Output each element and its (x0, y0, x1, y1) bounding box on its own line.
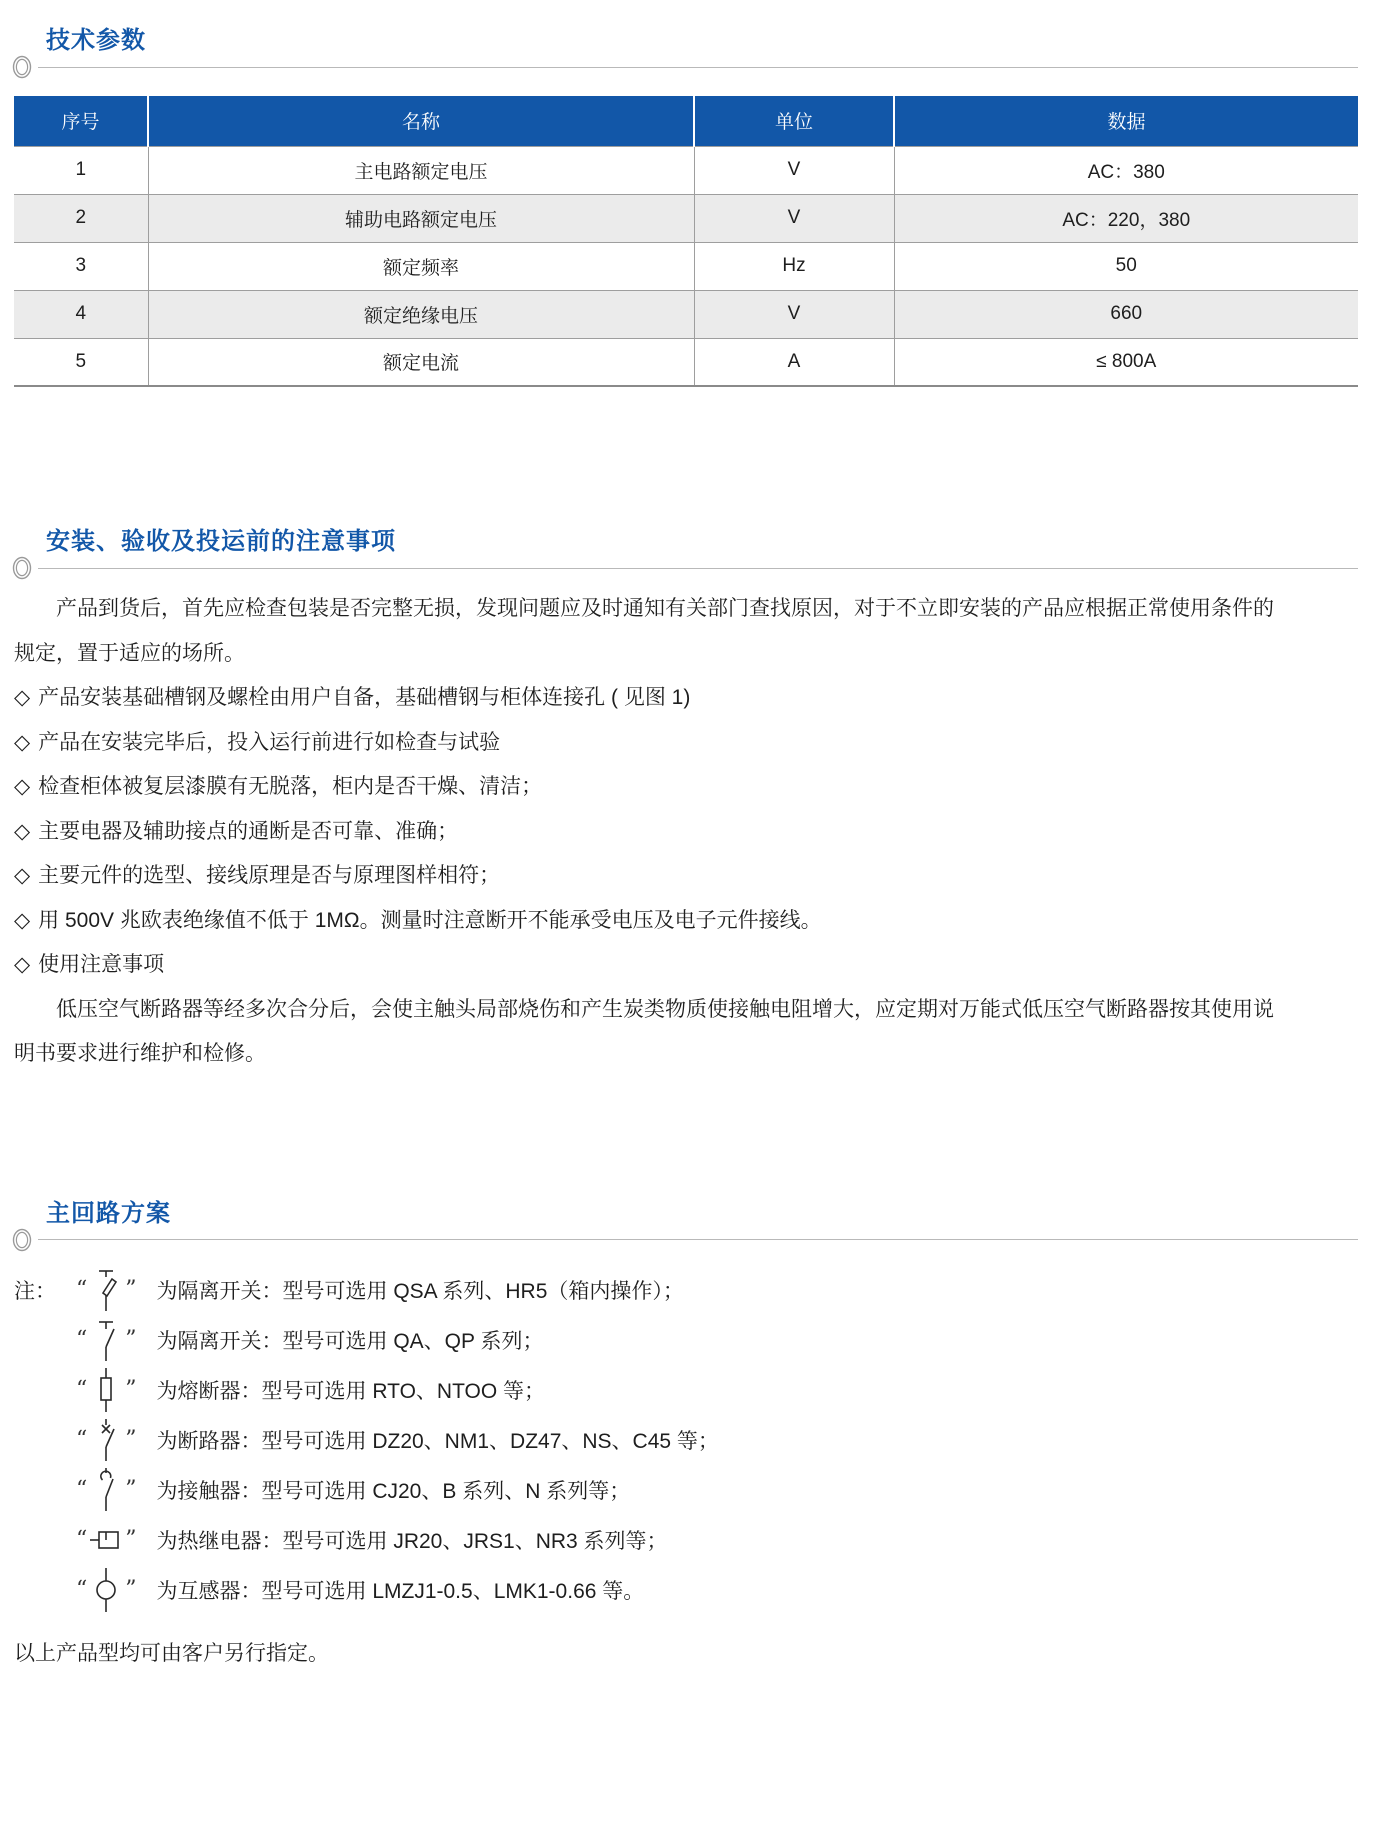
cell-data: AC：220，380 (894, 194, 1358, 242)
table-row (14, 242, 1358, 290)
legend-row (14, 1465, 1373, 1515)
legend-text: 为隔离开关：型号可选用 QSA 系列、HR5（箱内操作）； (156, 1279, 684, 1303)
legend-text: 为断路器：型号可选用 DZ20、NM1、DZ47、NS、C45 等； (156, 1429, 719, 1453)
legend-text: 为热继电器：型号可选用 JR20、JRS1、NR3 系列等； (156, 1529, 668, 1553)
cell-unit: Hz (694, 242, 894, 290)
install-notes-text (14, 587, 1363, 1077)
close-quote: ” (125, 1526, 137, 1552)
list-item-text: 产品安装基础槽钢及螺栓由用户自备，基础槽钢与柜体连接孔 ( 见图 1) (38, 686, 691, 709)
list-item (14, 943, 1363, 988)
list-item-text: 检查柜体被复层漆膜有无脱落，柜内是否干燥、清洁； (38, 775, 543, 798)
divider-line (38, 67, 1358, 68)
section-title-install-notes: 安装、验收及投运前的注意事项 (46, 528, 396, 555)
paragraph-line: 明书要求进行维护和检修。 (14, 1042, 266, 1065)
section-rule (10, 555, 1373, 581)
diamond-bullet-icon: ◇ (14, 730, 31, 754)
paragraph-line: 规定，置于适应的场所。 (14, 641, 245, 665)
cell-name: 额定电流 (148, 338, 694, 386)
legend-row (14, 1265, 1373, 1315)
current-transformer-icon (87, 1566, 125, 1614)
list-item-text: 产品在安装完毕后，投入运行前进行如检查与试验 (38, 730, 501, 754)
circle-marker-icon (10, 1227, 36, 1253)
list-item (14, 676, 1363, 721)
cell-index: 5 (14, 338, 148, 386)
cell-name: 主电路额定电压 (148, 146, 694, 194)
paragraph-line: 产品到货后，首先应检查包装是否完整无损，发现问题应及时通知有关部门查找原因，对于不立即安装的产品应根据正常使用条件的 (56, 597, 1274, 620)
cell-unit: V (694, 146, 894, 194)
section-title-main-circuit: 主回路方案 (46, 1199, 171, 1227)
closing-statement: 以上产品型均可由客户另行指定。 (14, 1641, 329, 1665)
circle-marker-icon (10, 555, 36, 581)
legend-text: 为互感器：型号可选用 LMZJ1-0.5、LMK1-0.66 等。 (156, 1579, 645, 1603)
symbol-legend (14, 1265, 1373, 1615)
col-header-data: 数据 (894, 96, 1358, 146)
diamond-bullet-icon: ◇ (14, 908, 31, 932)
cell-data: 50 (894, 242, 1358, 290)
isolator-knife-switch-icon (87, 1266, 125, 1314)
col-header-name: 名称 (148, 96, 694, 146)
list-item (14, 854, 1363, 899)
cell-unit: V (694, 194, 894, 242)
isolator-switch-icon (87, 1316, 125, 1364)
table-row (14, 338, 1358, 386)
thermal-relay-icon (87, 1516, 125, 1564)
legend-text: 为隔离开关：型号可选用 QA、QP 系列； (156, 1329, 544, 1353)
close-quote: ” (125, 1326, 137, 1352)
top-spacer (0, 0, 1373, 26)
circle-marker-icon (10, 54, 36, 80)
note-label: 注： (14, 1279, 56, 1303)
section-rule (10, 1227, 1373, 1253)
contactor-icon (87, 1466, 125, 1514)
legend-row (14, 1515, 1373, 1565)
open-quote: “ (76, 1526, 88, 1552)
list-item-text: 用 500V 兆欧表绝缘值不低于 1MΩ。测量时注意断开不能承受电压及电子元件接线。 (38, 908, 822, 932)
diamond-bullet-icon: ◇ (14, 864, 31, 887)
cell-data: ≤ 800A (894, 338, 1358, 386)
open-quote: “ (76, 1326, 88, 1352)
legend-text: 为熔断器：型号可选用 RTO、NTOO 等； (156, 1379, 546, 1403)
open-quote: “ (76, 1376, 88, 1402)
close-quote: ” (125, 1376, 137, 1402)
legend-text: 为接触器：型号可选用 CJ20、B 系列、N 系列等； (156, 1479, 631, 1503)
cell-index: 1 (14, 146, 148, 194)
list-item-text: 使用注意事项 (38, 953, 165, 976)
section-title-tech-params: 技术参数 (46, 27, 146, 54)
diamond-bullet-icon: ◇ (14, 775, 31, 798)
cell-data: AC：380 (894, 146, 1358, 194)
list-item-text: 主要元件的选型、接线原理是否与原理图样相符； (38, 864, 501, 887)
divider-line (38, 1239, 1358, 1240)
open-quote: “ (76, 1576, 88, 1602)
open-quote: “ (76, 1276, 88, 1302)
list-item (14, 765, 1363, 810)
close-quote: ” (125, 1576, 137, 1602)
diamond-bullet-icon: ◇ (14, 819, 31, 843)
cell-index: 2 (14, 194, 148, 242)
open-quote: “ (76, 1476, 88, 1502)
col-header-unit: 单位 (694, 96, 894, 146)
divider-line (38, 568, 1358, 569)
cell-name: 额定频率 (148, 242, 694, 290)
fuse-icon (87, 1366, 125, 1414)
cell-index: 4 (14, 290, 148, 338)
paragraph-line: 低压空气断路器等经多次合分后，会使主触头局部烧伤和产生炭类物质使接触电阻增大，应定期对万能式低压空气断路器按其使用说 (56, 997, 1274, 1021)
table-row (14, 146, 1358, 194)
cell-unit: V (694, 290, 894, 338)
open-quote: “ (76, 1426, 88, 1452)
legend-row (14, 1315, 1373, 1365)
cell-unit: A (694, 338, 894, 386)
col-header-index: 序号 (14, 96, 148, 146)
close-quote: ” (125, 1476, 137, 1502)
diamond-bullet-icon: ◇ (14, 953, 31, 976)
table-row (14, 194, 1358, 242)
cell-data: 660 (894, 290, 1358, 338)
list-item (14, 810, 1363, 855)
legend-row (14, 1565, 1373, 1615)
list-item (14, 899, 1363, 944)
list-item-text: 主要电器及辅助接点的通断是否可靠、准确； (38, 819, 459, 843)
table-row (14, 290, 1358, 338)
circuit-breaker-icon (87, 1416, 125, 1464)
list-item (14, 721, 1363, 766)
close-quote: ” (125, 1426, 137, 1452)
table-header-row (14, 96, 1358, 146)
legend-row (14, 1415, 1373, 1465)
legend-row (14, 1365, 1373, 1415)
close-quote: ” (125, 1276, 137, 1302)
diamond-bullet-icon: ◇ (14, 686, 31, 709)
section-rule (10, 54, 1373, 80)
cell-name: 辅助电路额定电压 (148, 194, 694, 242)
cell-index: 3 (14, 242, 148, 290)
cell-name: 额定绝缘电压 (148, 290, 694, 338)
tech-params-table (14, 96, 1358, 387)
